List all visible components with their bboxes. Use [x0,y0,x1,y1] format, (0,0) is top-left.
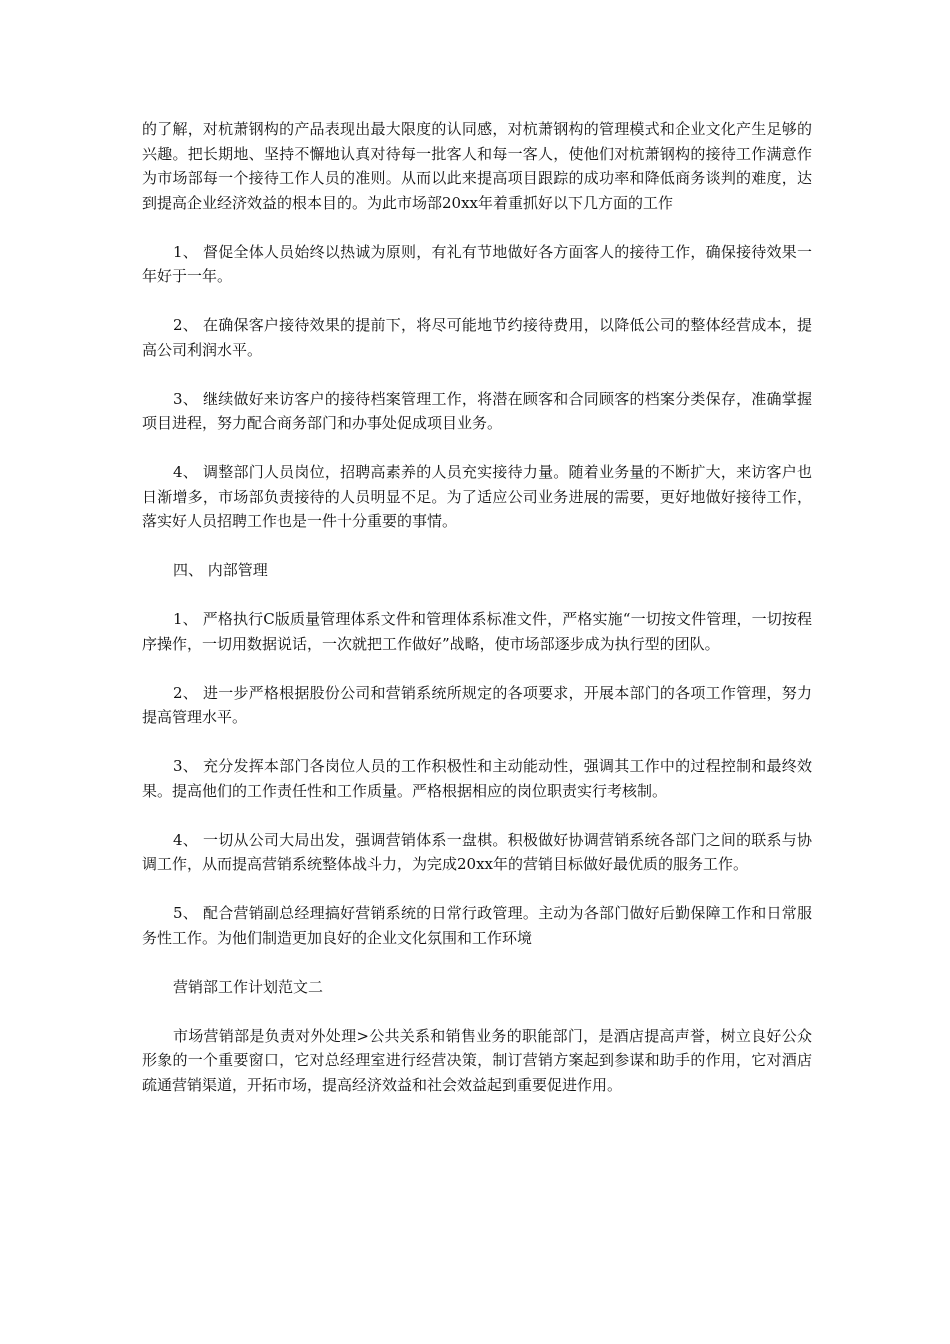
paragraph-mgmt-5: 5、 配合营销副总经理搞好营销系统的日常行政管理。主动为各部门做好后勤保障工作和日常服务性工作。为他们制造更加良好的企业文化氛围和工作环境 [142,904,812,947]
paragraph-item-4: 4、 调整部门人员岗位，招聘高素养的人员充实接待力量。随着业务量的不断扩大，来访客户也日渐增多，市场部负责接待的人员明显不足。为了适应公司业务进展的需要，更好地做好接待工作，落实好人员招聘工作也是一件十分重要的事情。 [142,463,812,530]
paragraph-item-3: 3、 继续做好来访客户的接待档案管理工作，将潜在顾客和合同顾客的档案分类保存，准确掌握项目进程，努力配合商务部门和办事处促成项目业务。 [142,389,812,432]
paragraph-intro: 的了解，对杭萧钢构的产品表现出最大限度的认同感，对杭萧钢构的管理模式和企业文化产生足够的兴趣。把长期地、坚持不懈地认真对待每一批客人和每一客人，使他们对杭萧钢构的接待工作满意作为市场部每一个接待工作人员的准则。从而以此来提高项目跟踪的成功率和降低商务谈判的难度，达到提高企业经济效益的根本目的。为此市场部20xx年着重抓好以下几方面的工作 [142,120,812,212]
document-page [142,117,812,1122]
section-heading-internal-management: 四、 内部管理 [173,561,268,579]
paragraph-mgmt-2: 2、 进一步严格根据股份公司和营销系统所规定的各项要求，开展本部门的各项工作管理，努力提高管理水平。 [142,683,812,726]
paragraph-mgmt-4: 4、 一切从公司大局出发，强调营销体系一盘棋。积极做好协调营销系统各部门之间的联系与协调工作，从而提高营销系统整体战斗力，为完成20xx年的营销目标做好最优质的服务工作。 [142,830,812,873]
paragraph-item-2: 2、 在确保客户接待效果的提前下，将尽可能地节约接待费用，以降低公司的整体经营成本，提高公司利润水平。 [142,316,812,359]
paragraph-item-1: 1、 督促全体人员始终以热诚为原则，有礼有节地做好各方面客人的接待工作，确保接待效果一年好于一年。 [142,242,812,285]
section-heading-plan-two: 营销部工作计划范文二 [173,977,324,996]
paragraph-plan-two-intro: 市场营销部是负责对外处理>公共关系和销售业务的职能部门，是酒店提高声誉，树立良好公众形象的一个重要窗口，它对总经理室进行经营决策，制订营销方案起到参谋和助手的作用，它对酒店疏通营销渠道，开拓市场，提高经济效益和社会效益起到重要促进作用。 [142,1026,812,1094]
paragraph-mgmt-3: 3、 充分发挥本部门各岗位人员的工作积极性和主动能动性，强调其工作中的过程控制和最终效果。提高他们的工作责任性和工作质量。严格根据相应的岗位职责实行考核制。 [142,757,812,800]
paragraph-mgmt-1: 1、 严格执行C版质量管理体系文件和管理体系标准文件，严格实施“一切按文件管理，一切按程序操作，一切用数据说话，一次就把工作做好”战略，使市场部逐步成为执行型的团队。 [142,610,812,653]
